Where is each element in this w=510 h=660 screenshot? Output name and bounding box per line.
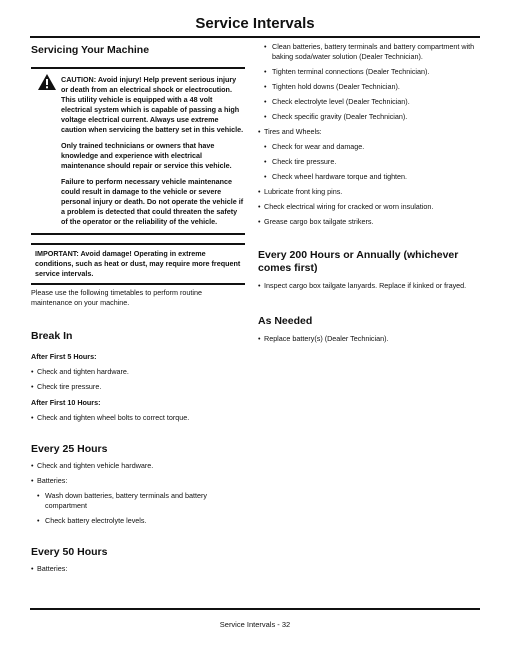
caution-box bbox=[31, 67, 245, 235]
break-in-heading: Break In bbox=[31, 330, 73, 342]
every-25-list bbox=[31, 461, 245, 526]
after-first-10-heading: After First 10 Hours: bbox=[31, 398, 101, 407]
every-50-list bbox=[31, 564, 245, 574]
sub-list-item: • Clean batteries, battery terminals and battery compartment with baking soda/water solution (Dealer Technician). bbox=[258, 42, 480, 62]
list-item: • Tires and Wheels: bbox=[258, 127, 480, 137]
every-200-list bbox=[258, 281, 480, 291]
as-needed-heading: As Needed bbox=[258, 315, 313, 327]
title-rule bbox=[30, 36, 480, 38]
footer-rule bbox=[30, 608, 480, 610]
list-item: • Lubricate front king pins. bbox=[258, 187, 480, 197]
sub-list-item: • Check battery electrolyte levels. bbox=[31, 516, 245, 526]
page-title: Service Intervals bbox=[195, 15, 315, 32]
sub-list-item: • Check wheel hardware torque and tighten. bbox=[258, 172, 480, 182]
sub-list-item: • Tighten hold downs (Dealer Technician). bbox=[258, 82, 480, 92]
list-item: • Replace battery(s) (Dealer Technician). bbox=[258, 334, 480, 344]
list-item: • Check and tighten wheel bolts to correct torque. bbox=[31, 413, 245, 423]
batteries-sub-list bbox=[258, 42, 480, 122]
important-box bbox=[31, 243, 245, 285]
sub-list-item: • Check electrolyte level (Dealer Technician). bbox=[258, 97, 480, 107]
list-item: • Grease cargo box tailgate strikers. bbox=[258, 217, 480, 227]
list-item: • Check and tighten vehicle hardware. bbox=[31, 461, 245, 471]
after-first-5-list bbox=[31, 367, 245, 392]
sub-list-item: • Wash down batteries, battery terminals and battery compartment bbox=[31, 491, 245, 511]
other-50-list bbox=[258, 187, 480, 227]
caution-text: CAUTION: Avoid injury! Help prevent serious injury or death from an electrical shock or electrocution. This utility vehicle is equipped with a 48 volt electrical system which is capable of passing a high voltage electrical current. Always use extreme caution when servicing the battery set in this vehicle. bbox=[61, 75, 244, 134]
every-50-heading: Every 50 Hours bbox=[31, 546, 108, 558]
caution-paragraph-2: Only trained technicians or owners that have knowledge and experience with electrical maintenance should repair or service this vehicle. bbox=[61, 141, 232, 170]
sub-list-item: • Check tire pressure. bbox=[258, 157, 480, 167]
page-footer: Service Intervals - 32 bbox=[219, 620, 291, 629]
as-needed-list bbox=[258, 334, 480, 344]
list-item: • Inspect cargo box tailgate lanyards. Replace if kinked or frayed. bbox=[258, 281, 480, 291]
intro-text: Please use the following timetables to perform routine maintenance on your machine. bbox=[31, 288, 202, 307]
every-25-heading: Every 25 Hours bbox=[31, 443, 108, 455]
after-first-10-list bbox=[31, 413, 245, 423]
servicing-heading: Servicing Your Machine bbox=[31, 44, 150, 56]
list-item: • Check and tighten hardware. bbox=[31, 367, 245, 377]
sub-list-item: • Tighten terminal connections (Dealer Technician). bbox=[258, 67, 480, 77]
right-column bbox=[258, 42, 480, 344]
every-200-heading: Every 200 Hours or Annually (whichever comes first) bbox=[258, 249, 459, 274]
left-column bbox=[31, 42, 245, 574]
list-item: • Check tire pressure. bbox=[31, 382, 245, 392]
important-text: IMPORTANT: Avoid damage! Operating in extreme conditions, such as heat or dust, may require more frequent service intervals. bbox=[35, 249, 241, 278]
sub-list-item: • Check for wear and damage. bbox=[258, 142, 480, 152]
after-first-5-heading: After First 5 Hours: bbox=[31, 352, 97, 361]
list-item: • Batteries: bbox=[31, 476, 245, 486]
list-item: • Batteries: bbox=[31, 564, 245, 574]
warning-triangle-icon bbox=[37, 73, 57, 91]
tires-list bbox=[258, 127, 480, 182]
list-item: • Check electrical wiring for cracked or worn insulation. bbox=[258, 202, 480, 212]
caution-paragraph-3: Failure to perform necessary vehicle maintenance could result in damage to the vehicle or severe personal injury or death. Do not operate the vehicle if a problem is detected that could threaten the safety of the operator or the reliability of the vehicle. bbox=[61, 177, 244, 226]
sub-list-item: • Check specific gravity (Dealer Technician). bbox=[258, 112, 480, 122]
